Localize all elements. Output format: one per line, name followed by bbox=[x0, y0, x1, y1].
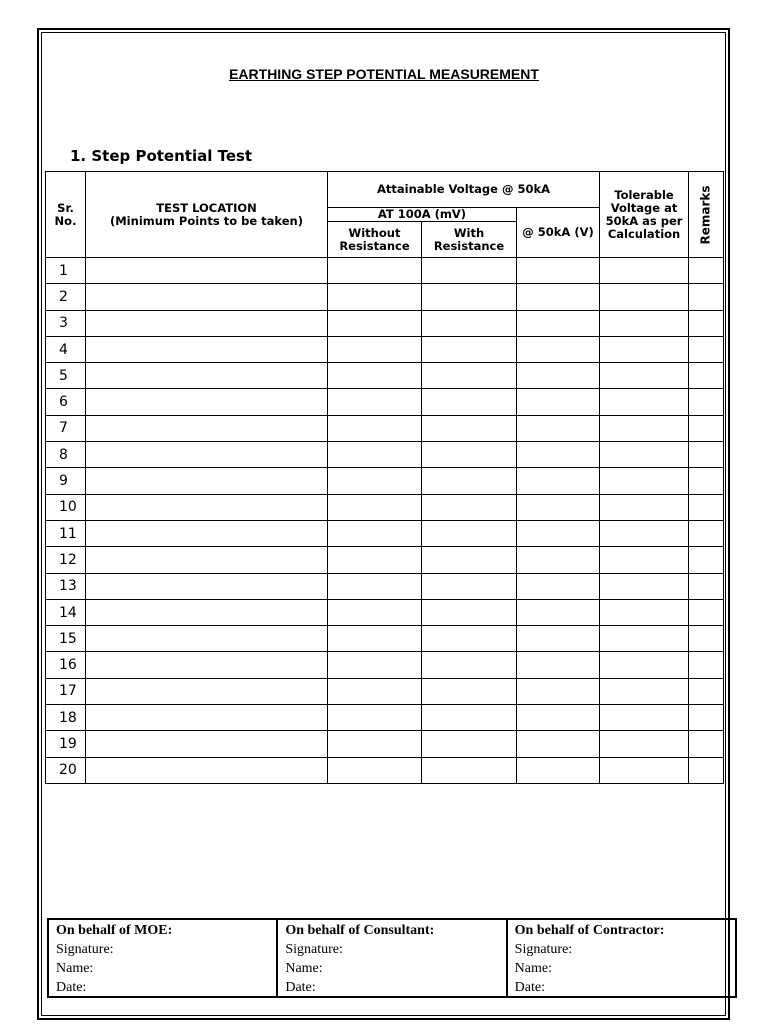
table-row bbox=[46, 599, 724, 625]
location-cell[interactable] bbox=[86, 494, 328, 520]
remarks-cell[interactable] bbox=[689, 363, 724, 389]
remarks-cell[interactable] bbox=[689, 757, 724, 783]
remarks-cell[interactable] bbox=[689, 284, 724, 310]
tolerable-voltage-cell[interactable] bbox=[600, 310, 689, 336]
signature-party-heading: On behalf of MOE: bbox=[56, 923, 173, 938]
tolerable-voltage-cell[interactable] bbox=[600, 678, 689, 704]
at-50ka-cell[interactable] bbox=[517, 494, 600, 520]
remarks-cell[interactable] bbox=[689, 310, 724, 336]
location-cell[interactable] bbox=[86, 363, 328, 389]
table-row bbox=[46, 494, 724, 520]
with-resistance-cell[interactable] bbox=[422, 363, 517, 389]
with-resistance-cell[interactable] bbox=[422, 705, 517, 731]
location-cell[interactable] bbox=[86, 731, 328, 757]
name-label: Name: bbox=[56, 961, 94, 976]
at-50ka-cell[interactable] bbox=[517, 678, 600, 704]
header-test-location: TEST LOCATION (Minimum Points to be taken) bbox=[86, 172, 328, 258]
tolerable-voltage-cell[interactable] bbox=[600, 468, 689, 494]
remarks-cell[interactable] bbox=[689, 442, 724, 468]
tolerable-voltage-cell[interactable] bbox=[600, 363, 689, 389]
without-resistance-cell[interactable] bbox=[328, 389, 422, 415]
tolerable-voltage-cell[interactable] bbox=[600, 258, 689, 284]
row-sr-no: 3 bbox=[46, 310, 86, 336]
signature-column bbox=[276, 920, 505, 996]
row-sr-no: 8 bbox=[46, 442, 86, 468]
remarks-cell[interactable] bbox=[689, 415, 724, 441]
with-resistance-cell[interactable] bbox=[422, 573, 517, 599]
signature-label: Signature: bbox=[514, 942, 573, 957]
with-resistance-cell[interactable] bbox=[422, 310, 517, 336]
header-tolerable-voltage: Tolerable Voltage at 50kA as per Calculation bbox=[600, 172, 689, 258]
table-row bbox=[46, 468, 724, 494]
table-row bbox=[46, 389, 724, 415]
row-sr-no: 6 bbox=[46, 389, 86, 415]
with-resistance-cell[interactable] bbox=[422, 389, 517, 415]
remarks-cell[interactable] bbox=[689, 258, 724, 284]
without-resistance-cell[interactable] bbox=[328, 415, 422, 441]
tolerable-voltage-cell[interactable] bbox=[600, 547, 689, 573]
without-resistance-cell[interactable] bbox=[328, 573, 422, 599]
date-label: Date: bbox=[514, 980, 545, 995]
with-resistance-cell[interactable] bbox=[422, 415, 517, 441]
row-sr-no: 1 bbox=[46, 258, 86, 284]
header-sr-no: Sr. No. bbox=[46, 172, 86, 258]
at-50ka-cell[interactable] bbox=[517, 310, 600, 336]
with-resistance-cell[interactable] bbox=[422, 547, 517, 573]
with-resistance-cell[interactable] bbox=[422, 652, 517, 678]
at-50ka-cell[interactable] bbox=[517, 573, 600, 599]
tolerable-voltage-cell[interactable] bbox=[600, 336, 689, 362]
table-row bbox=[46, 310, 724, 336]
at-50ka-cell[interactable] bbox=[517, 652, 600, 678]
tolerable-voltage-cell[interactable] bbox=[600, 415, 689, 441]
remarks-cell[interactable] bbox=[689, 731, 724, 757]
with-resistance-cell[interactable] bbox=[422, 626, 517, 652]
name-label: Name: bbox=[514, 961, 552, 976]
remarks-cell[interactable] bbox=[689, 678, 724, 704]
row-sr-no: 7 bbox=[46, 415, 86, 441]
row-sr-no: 20 bbox=[46, 757, 86, 783]
location-cell[interactable] bbox=[86, 705, 328, 731]
at-50ka-cell[interactable] bbox=[517, 258, 600, 284]
table-row bbox=[46, 573, 724, 599]
header-at-50ka: @ 50kA (V) bbox=[517, 208, 600, 258]
without-resistance-cell[interactable] bbox=[328, 336, 422, 362]
table-row bbox=[46, 258, 724, 284]
without-resistance-cell[interactable] bbox=[328, 468, 422, 494]
location-cell[interactable] bbox=[86, 258, 328, 284]
table-row bbox=[46, 336, 724, 362]
row-sr-no: 17 bbox=[46, 678, 86, 704]
without-resistance-cell[interactable] bbox=[328, 626, 422, 652]
location-cell[interactable] bbox=[86, 310, 328, 336]
at-50ka-cell[interactable] bbox=[517, 547, 600, 573]
section-title: 1. Step Potential Test bbox=[70, 147, 253, 165]
location-cell[interactable] bbox=[86, 599, 328, 625]
header-with-resistance: With Resistance bbox=[422, 222, 517, 258]
location-cell[interactable] bbox=[86, 547, 328, 573]
table-row bbox=[46, 626, 724, 652]
remarks-cell[interactable] bbox=[689, 626, 724, 652]
row-sr-no: 19 bbox=[46, 731, 86, 757]
row-sr-no: 13 bbox=[46, 573, 86, 599]
without-resistance-cell[interactable] bbox=[328, 678, 422, 704]
with-resistance-cell[interactable] bbox=[422, 494, 517, 520]
without-resistance-cell[interactable] bbox=[328, 757, 422, 783]
without-resistance-cell[interactable] bbox=[328, 363, 422, 389]
without-resistance-cell[interactable] bbox=[328, 258, 422, 284]
at-50ka-cell[interactable] bbox=[517, 599, 600, 625]
signature-column bbox=[506, 920, 735, 996]
tolerable-voltage-cell[interactable] bbox=[600, 757, 689, 783]
remarks-cell[interactable] bbox=[689, 468, 724, 494]
table-row bbox=[46, 363, 724, 389]
row-sr-no: 12 bbox=[46, 547, 86, 573]
remarks-cell[interactable] bbox=[689, 494, 724, 520]
row-sr-no: 5 bbox=[46, 363, 86, 389]
name-label: Name: bbox=[285, 961, 323, 976]
tolerable-voltage-cell[interactable] bbox=[600, 284, 689, 310]
without-resistance-cell[interactable] bbox=[328, 547, 422, 573]
without-resistance-cell[interactable] bbox=[328, 705, 422, 731]
location-cell[interactable] bbox=[86, 520, 328, 546]
location-cell[interactable] bbox=[86, 336, 328, 362]
signature-party-heading: On behalf of Contractor: bbox=[514, 923, 665, 938]
at-50ka-cell[interactable] bbox=[517, 520, 600, 546]
at-50ka-cell[interactable] bbox=[517, 442, 600, 468]
location-cell[interactable] bbox=[86, 389, 328, 415]
tolerable-voltage-cell[interactable] bbox=[600, 599, 689, 625]
header-remarks bbox=[689, 172, 724, 258]
signature-label: Signature: bbox=[285, 942, 343, 957]
without-resistance-cell[interactable] bbox=[328, 599, 422, 625]
table-row bbox=[46, 442, 724, 468]
step-potential-table bbox=[45, 171, 724, 784]
location-cell[interactable] bbox=[86, 284, 328, 310]
remarks-label: Remarks bbox=[698, 184, 713, 245]
without-resistance-cell[interactable] bbox=[328, 494, 422, 520]
at-50ka-cell[interactable] bbox=[517, 468, 600, 494]
table-row bbox=[46, 757, 724, 783]
signature-block bbox=[47, 918, 737, 998]
remarks-cell[interactable] bbox=[689, 599, 724, 625]
row-sr-no: 18 bbox=[46, 705, 86, 731]
location-cell[interactable] bbox=[86, 442, 328, 468]
row-sr-no: 11 bbox=[46, 520, 86, 546]
header-attainable-voltage: Attainable Voltage @ 50kA bbox=[328, 172, 600, 208]
location-cell[interactable] bbox=[86, 678, 328, 704]
without-resistance-cell[interactable] bbox=[328, 731, 422, 757]
with-resistance-cell[interactable] bbox=[422, 520, 517, 546]
with-resistance-cell[interactable] bbox=[422, 258, 517, 284]
remarks-cell[interactable] bbox=[689, 547, 724, 573]
signature-column bbox=[49, 920, 276, 996]
at-50ka-cell[interactable] bbox=[517, 415, 600, 441]
at-50ka-cell[interactable] bbox=[517, 284, 600, 310]
tolerable-voltage-cell[interactable] bbox=[600, 573, 689, 599]
location-cell[interactable] bbox=[86, 652, 328, 678]
at-50ka-cell[interactable] bbox=[517, 757, 600, 783]
tolerable-voltage-cell[interactable] bbox=[600, 626, 689, 652]
with-resistance-cell[interactable] bbox=[422, 336, 517, 362]
at-50ka-cell[interactable] bbox=[517, 363, 600, 389]
without-resistance-cell[interactable] bbox=[328, 652, 422, 678]
with-resistance-cell[interactable] bbox=[422, 442, 517, 468]
row-sr-no: 15 bbox=[46, 626, 86, 652]
date-label: Date: bbox=[56, 980, 87, 995]
tolerable-voltage-cell[interactable] bbox=[600, 652, 689, 678]
with-resistance-cell[interactable] bbox=[422, 284, 517, 310]
with-resistance-cell[interactable] bbox=[422, 731, 517, 757]
row-sr-no: 2 bbox=[46, 284, 86, 310]
tolerable-voltage-cell[interactable] bbox=[600, 494, 689, 520]
with-resistance-cell[interactable] bbox=[422, 599, 517, 625]
table-row bbox=[46, 284, 724, 310]
remarks-cell[interactable] bbox=[689, 573, 724, 599]
signature-label: Signature: bbox=[56, 942, 114, 957]
remarks-cell[interactable] bbox=[689, 336, 724, 362]
document-title: EARTHING STEP POTENTIAL MEASUREMENT bbox=[229, 66, 539, 82]
row-sr-no: 16 bbox=[46, 652, 86, 678]
row-sr-no: 14 bbox=[46, 599, 86, 625]
with-resistance-cell[interactable] bbox=[422, 678, 517, 704]
table-body bbox=[46, 258, 724, 784]
remarks-cell[interactable] bbox=[689, 652, 724, 678]
at-50ka-cell[interactable] bbox=[517, 336, 600, 362]
remarks-cell[interactable] bbox=[689, 389, 724, 415]
at-50ka-cell[interactable] bbox=[517, 626, 600, 652]
remarks-cell[interactable] bbox=[689, 520, 724, 546]
header-at-100a: AT 100A (mV) bbox=[328, 208, 517, 222]
with-resistance-cell[interactable] bbox=[422, 468, 517, 494]
location-cell[interactable] bbox=[86, 626, 328, 652]
table-row bbox=[46, 678, 724, 704]
location-cell[interactable] bbox=[86, 757, 328, 783]
without-resistance-cell[interactable] bbox=[328, 310, 422, 336]
tolerable-voltage-cell[interactable] bbox=[600, 442, 689, 468]
table-row bbox=[46, 731, 724, 757]
without-resistance-cell[interactable] bbox=[328, 284, 422, 310]
tolerable-voltage-cell[interactable] bbox=[600, 731, 689, 757]
at-50ka-cell[interactable] bbox=[517, 731, 600, 757]
remarks-cell[interactable] bbox=[689, 705, 724, 731]
row-sr-no: 9 bbox=[46, 468, 86, 494]
table-row bbox=[46, 415, 724, 441]
row-sr-no: 10 bbox=[46, 494, 86, 520]
at-50ka-cell[interactable] bbox=[517, 705, 600, 731]
at-50ka-cell[interactable] bbox=[517, 389, 600, 415]
location-cell[interactable] bbox=[86, 415, 328, 441]
without-resistance-cell[interactable] bbox=[328, 442, 422, 468]
table-row bbox=[46, 705, 724, 731]
table-row bbox=[46, 547, 724, 573]
signature-party-heading: On behalf of Consultant: bbox=[285, 923, 435, 938]
with-resistance-cell[interactable] bbox=[422, 757, 517, 783]
tolerable-voltage-cell[interactable] bbox=[600, 389, 689, 415]
without-resistance-cell[interactable] bbox=[328, 520, 422, 546]
table-row bbox=[46, 520, 724, 546]
tolerable-voltage-cell[interactable] bbox=[600, 705, 689, 731]
row-sr-no: 4 bbox=[46, 336, 86, 362]
location-cell[interactable] bbox=[86, 468, 328, 494]
tolerable-voltage-cell[interactable] bbox=[600, 520, 689, 546]
date-label: Date: bbox=[285, 980, 316, 995]
header-without-resistance: Without Resistance bbox=[328, 222, 422, 258]
table-row bbox=[46, 652, 724, 678]
location-cell[interactable] bbox=[86, 573, 328, 599]
